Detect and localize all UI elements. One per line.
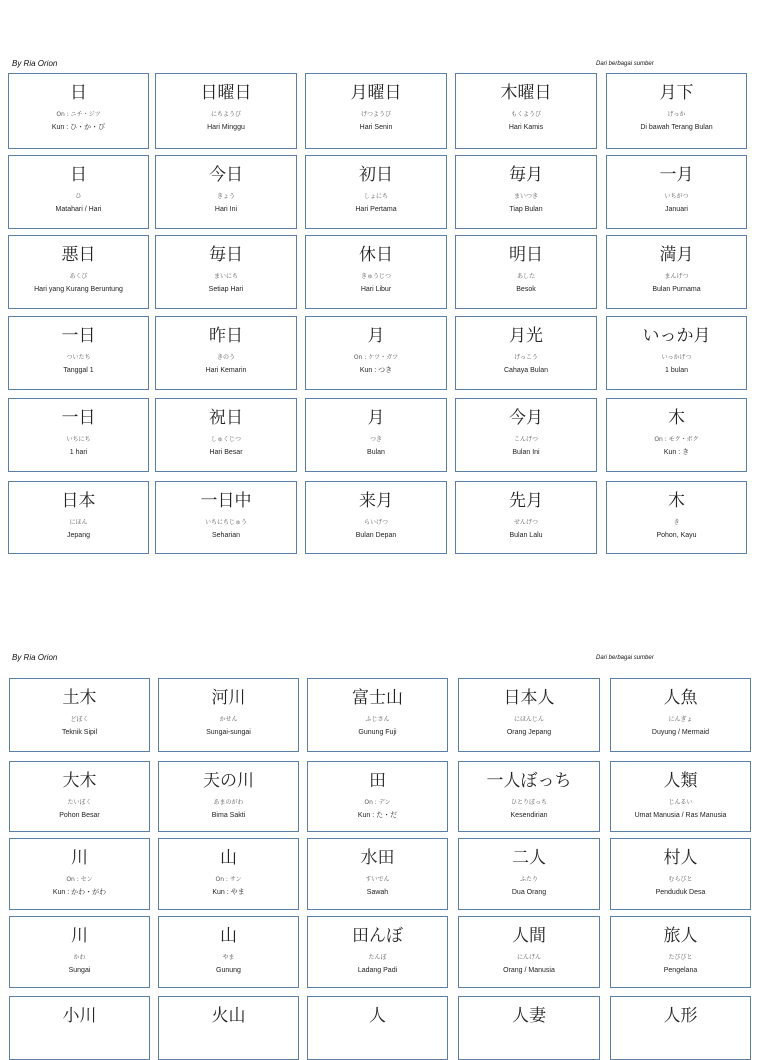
kanji-card [307, 996, 448, 1060]
meaning-text: Pohon Besar [59, 812, 100, 819]
kana-reading: かわ [73, 954, 86, 961]
kana-reading: げっこう [514, 354, 538, 361]
kana-reading: にちようび [210, 111, 241, 118]
meaning-text: Kesendirian [510, 812, 548, 819]
kanji-word: 初日 [359, 165, 393, 185]
kanji-word: 人類 [663, 771, 698, 791]
kanji-word: 一日 [61, 408, 96, 428]
kana-reading: いちにちじゅう [204, 519, 247, 526]
meaning-text: Bulan Ini [512, 449, 540, 456]
kanji-word: 旅人 [663, 926, 698, 946]
meaning-text: Hari Kamis [508, 124, 544, 131]
kana-reading: ついたち [66, 354, 91, 361]
kanji-word: 月下 [659, 83, 694, 103]
meaning-text: Hari Senin [359, 124, 393, 131]
kana-reading: たびびと [668, 954, 693, 961]
meaning-text: Bulan [367, 449, 385, 456]
kana-reading: げっか [667, 111, 686, 118]
kanji-word: 田んぼ [352, 926, 403, 946]
kanji-word: 来月 [359, 491, 393, 511]
kana-reading: しょにち [363, 193, 388, 200]
kanji-word: 木 [668, 491, 685, 511]
meaning-text: Kun : かわ・がわ [52, 889, 107, 896]
kanji-word: 毎日 [209, 245, 243, 265]
kanji-card [158, 996, 299, 1060]
kana-reading: あまのがわ [213, 799, 244, 806]
kana-reading: にほんじん [513, 716, 544, 723]
kanji-word: 一日 [61, 326, 96, 346]
kanji-word: 二人 [512, 848, 546, 868]
kanji-word: 日 [70, 83, 87, 103]
kanji-card [610, 838, 751, 910]
kanji-word: 山 [220, 848, 237, 868]
kanji-word: 山 [220, 926, 237, 946]
kana-reading: きのう [216, 354, 235, 361]
kanji-card [458, 916, 600, 988]
kanji-word: いっか月 [642, 326, 711, 346]
meaning-text: Sungai [68, 967, 91, 974]
kanji-word: 河川 [211, 688, 246, 708]
kanji-word: 今月 [509, 408, 543, 428]
kana-reading: かせん [219, 716, 238, 723]
meaning-text: 1 bulan [665, 367, 688, 374]
meaning-text: Kun : つき [359, 367, 393, 374]
kanji-word: 悪日 [61, 245, 96, 265]
kanji-card [307, 678, 448, 752]
kana-reading: にほん [69, 519, 88, 526]
meaning-text: Pohon, Kayu [656, 532, 697, 539]
kana-reading: どぼく [70, 716, 89, 723]
kanji-word: 日曜日 [200, 83, 252, 103]
kanji-word: 火山 [211, 1006, 246, 1026]
kana-reading: On : サン [215, 876, 242, 883]
kanji-word: 今日 [209, 165, 243, 185]
kana-reading: もくようび [510, 111, 541, 118]
kanji-word: 月光 [509, 326, 543, 346]
meaning-text: Teknik Sipil [61, 729, 97, 736]
kana-reading: ふたり [519, 876, 538, 883]
meaning-text: Jepang [67, 532, 90, 539]
kanji-card [9, 761, 150, 832]
kana-reading: あくび [69, 273, 88, 280]
meaning-text: 1 hari [69, 449, 88, 456]
meaning-text: Orang / Manusia [503, 967, 555, 974]
author-label: By Ria Orion [12, 653, 58, 662]
kana-reading: On : モク・ボク [654, 436, 699, 443]
kanji-word: 日本 [61, 491, 96, 511]
source-label: Dari berbagai sumber [596, 61, 654, 67]
kana-reading: まいつき [513, 193, 538, 200]
kana-reading: いちにち [66, 436, 91, 443]
kanji-word: 木曜日 [500, 83, 552, 103]
kana-reading: むらびと [668, 876, 693, 883]
kana-reading: じんるい [668, 799, 693, 806]
kanji-word: 一人ぼっち [486, 771, 572, 791]
meaning-text: Gunung [216, 967, 241, 974]
kanji-word: 一月 [659, 165, 694, 185]
kana-reading: まいにち [213, 273, 238, 280]
kanji-word: 月 [367, 326, 385, 346]
kanji-card [610, 916, 751, 988]
kana-reading: きょう [216, 193, 235, 200]
source-label: Dari berbagai sumber [596, 655, 654, 661]
kana-reading: On : デン [364, 799, 391, 806]
meaning-text: Kun : やま [212, 889, 245, 896]
kanji-word: 月曜日 [350, 83, 402, 103]
meaning-text: Bima Sakti [211, 812, 246, 819]
kana-reading: しゅくじつ [210, 436, 241, 443]
meaning-text: Kun : ひ・か・び [51, 124, 106, 131]
kana-reading: あした [516, 273, 535, 280]
kanji-card [458, 678, 600, 752]
meaning-text: Bulan Purnama [652, 286, 701, 293]
kana-reading: On : ニチ・ジツ [56, 111, 101, 118]
kanji-card [458, 761, 600, 832]
meaning-text: Bulan Lalu [509, 532, 543, 539]
kanji-word: 人 [369, 1006, 386, 1026]
meaning-text: Duyung / Mermaid [651, 729, 710, 736]
kanji-word: 村人 [663, 848, 698, 868]
kana-reading: きゅうじつ [360, 273, 391, 280]
kana-reading: こんげつ [513, 436, 538, 443]
author-label: By Ria Orion [12, 59, 58, 68]
kanji-card [158, 838, 299, 910]
kanji-card [307, 838, 448, 910]
meaning-text: Cahaya Bulan [504, 367, 548, 374]
kana-reading: やま [222, 954, 235, 961]
meaning-text: Hari Minggu [207, 124, 245, 131]
kanji-word: 人妻 [512, 1006, 546, 1026]
meaning-text: Sungai-sungai [206, 729, 251, 736]
kanji-word: 川 [71, 848, 88, 868]
kana-reading: ふじさん [365, 716, 390, 723]
kanji-word: 人形 [663, 1006, 698, 1026]
kana-reading: たいぼく [67, 799, 92, 806]
kana-reading: すいでん [365, 876, 390, 883]
kanji-word: 人間 [512, 926, 546, 946]
meaning-text: Umat Manusia / Ras Manusia [634, 812, 727, 819]
kanji-word: 休日 [359, 245, 393, 265]
kanji-card [158, 761, 299, 832]
meaning-text: Hari Ini [214, 206, 238, 213]
kanji-word: 木 [668, 408, 685, 428]
kanji-word: 先月 [509, 491, 543, 511]
kanji-card [458, 996, 600, 1060]
kana-reading: いっかげつ [661, 354, 692, 361]
kana-reading: On : ケツ・ガツ [353, 354, 399, 361]
kana-reading: にんげん [516, 954, 541, 961]
kanji-word: 小川 [62, 1006, 97, 1026]
kana-reading: ひ [75, 193, 82, 200]
meaning-text: Hari yang Kurang Beruntung [34, 286, 123, 293]
kanji-word: 満月 [659, 245, 694, 265]
kana-reading: まんげつ [664, 273, 689, 280]
meaning-text: Kun : た・だ [357, 812, 398, 819]
kanji-card [158, 678, 299, 752]
kanji-card [307, 761, 448, 832]
kana-reading: いちがつ [664, 193, 689, 200]
kanji-card [9, 838, 150, 910]
kana-reading: たんぼ [368, 954, 387, 961]
kanji-word: 富士山 [352, 688, 403, 708]
meaning-text: Januari [665, 206, 688, 213]
kanji-word: 日本人 [503, 688, 555, 708]
meaning-text: Gunung Fuji [358, 729, 397, 736]
kanji-word: 一日中 [200, 491, 252, 511]
meaning-text: Seharian [211, 532, 241, 539]
kanji-word: 明日 [509, 245, 543, 265]
meaning-text: Hari Pertama [355, 206, 397, 213]
kanji-card [9, 916, 150, 988]
kanji-card [458, 838, 600, 910]
kana-reading: げつようび [360, 111, 391, 118]
kanji-card [9, 678, 150, 752]
kanji-card [610, 678, 751, 752]
kanji-word: 日 [70, 165, 87, 185]
kanji-word: 毎月 [509, 165, 543, 185]
kana-reading: せんげつ [513, 519, 538, 526]
meaning-text: Pengelana [663, 967, 698, 974]
kanji-word: 田 [369, 771, 386, 791]
kana-reading: らいげつ [363, 519, 388, 526]
kanji-word: 月 [367, 408, 385, 428]
kana-reading: On : セン [66, 876, 93, 883]
kanji-word: 大木 [62, 771, 97, 791]
kanji-word: 水田 [360, 848, 395, 868]
kanji-card [158, 916, 299, 988]
meaning-text: Sawah [366, 889, 389, 896]
meaning-text: Tiap Bulan [509, 206, 543, 213]
meaning-text: Di bawah Terang Bulan [640, 124, 713, 131]
kanji-word: 川 [71, 926, 88, 946]
meaning-text: Penduduk Desa [655, 889, 706, 896]
kana-reading: き [673, 519, 680, 526]
kanji-card [307, 916, 448, 988]
kanji-card [9, 996, 150, 1060]
kanji-card [610, 996, 751, 1060]
kanji-word: 祝日 [209, 408, 243, 428]
meaning-text: Kun : き [663, 449, 690, 456]
kanji-word: 土木 [62, 688, 97, 708]
meaning-text: Hari Kemarin [205, 367, 247, 374]
kana-reading: にんぎょ [668, 716, 693, 723]
meaning-text: Matahari / Hari [55, 206, 102, 213]
meaning-text: Bulan Depan [355, 532, 397, 539]
meaning-text: Tanggal 1 [63, 367, 94, 374]
kanji-word: 昨日 [209, 326, 243, 346]
meaning-text: Setiap Hari [208, 286, 244, 293]
meaning-text: Hari Libur [360, 286, 392, 293]
kanji-word: 天の川 [203, 771, 254, 791]
meaning-text: Besok [516, 286, 536, 293]
kana-reading: つき [369, 436, 382, 443]
kana-reading: ひとりぼっち [510, 799, 547, 806]
meaning-text: Dua Orang [511, 889, 547, 896]
meaning-text: Hari Besar [209, 449, 243, 456]
kanji-word: 人魚 [663, 688, 698, 708]
meaning-text: Ladang Padi [357, 967, 398, 974]
meaning-text: Orang Jepang [506, 729, 552, 736]
kanji-card [610, 761, 751, 832]
